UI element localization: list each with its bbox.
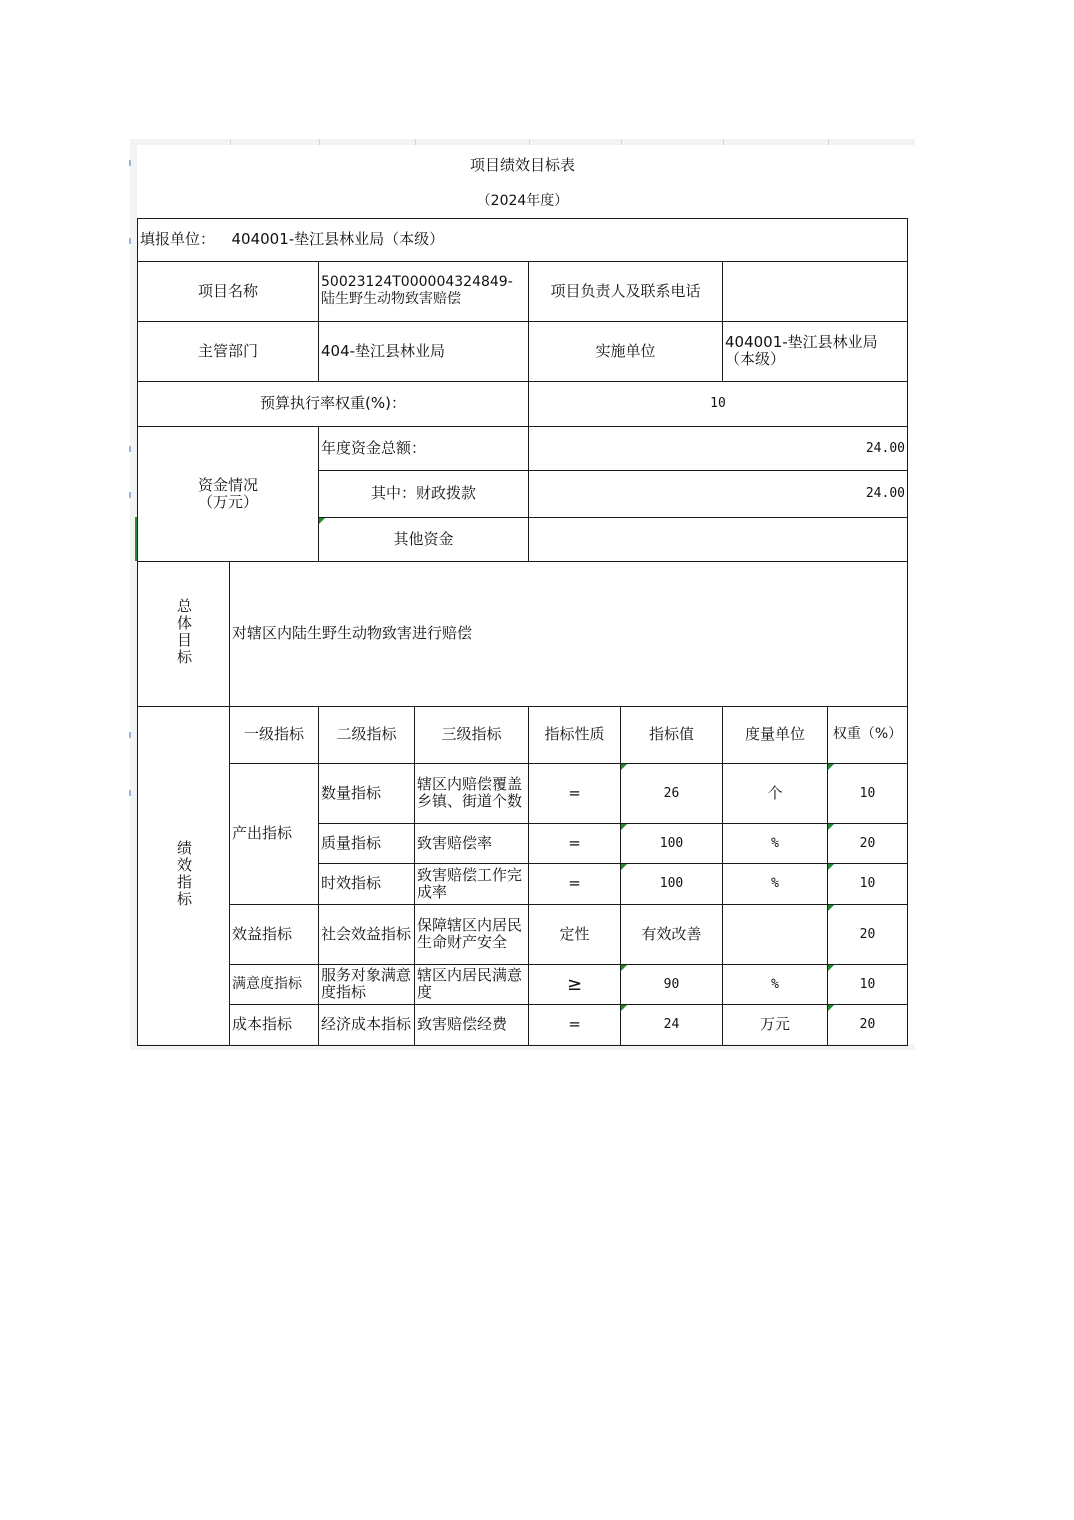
- contact-value[interactable]: [723, 261, 908, 321]
- header-value: 指标值: [621, 706, 723, 763]
- weight-cell[interactable]: 20: [828, 823, 908, 863]
- level1-cost: 成本指标: [230, 1004, 319, 1045]
- value-cell[interactable]: 90: [621, 964, 723, 1004]
- goal-value[interactable]: 对辖区内陆生野生动物致害进行赔偿: [230, 561, 908, 706]
- nature-cell[interactable]: =: [529, 823, 621, 863]
- performance-target-table: [137, 145, 908, 1046]
- table-row: [138, 904, 908, 964]
- header-level1: 一级指标: [230, 706, 319, 763]
- unit-cell[interactable]: %: [723, 964, 828, 1004]
- value-cell[interactable]: 100: [621, 823, 723, 863]
- budget-weight-label: 预算执行率权重(%)：: [138, 381, 529, 426]
- impl-label: 实施单位: [529, 321, 723, 381]
- funds-fiscal-label: 其中：财政拨款: [319, 470, 529, 517]
- funds-label: [138, 426, 319, 561]
- unit-cell[interactable]: 个: [723, 763, 828, 823]
- row-marker: [129, 790, 131, 796]
- level2-cell[interactable]: 社会效益指标: [319, 904, 415, 964]
- nature-cell[interactable]: =: [529, 1004, 621, 1045]
- budget-weight-value[interactable]: 10: [529, 381, 908, 426]
- value-cell[interactable]: 24: [621, 1004, 723, 1045]
- level1-output: 产出指标: [230, 763, 319, 904]
- row-marker: [129, 160, 131, 166]
- project-name-value[interactable]: 50023124T000004324849-陆生野生动物致害赔偿: [319, 261, 529, 321]
- weight-cell[interactable]: 20: [828, 904, 908, 964]
- level3-cell[interactable]: 辖区内赔偿覆盖乡镇、街道个数: [415, 763, 529, 823]
- table-row: [138, 763, 908, 823]
- level2-cell[interactable]: 经济成本指标: [319, 1004, 415, 1045]
- level3-cell[interactable]: 辖区内居民满意度: [415, 964, 529, 1004]
- level2-cell[interactable]: 数量指标: [319, 763, 415, 823]
- nature-cell[interactable]: =: [529, 863, 621, 904]
- project-name-label: 项目名称: [138, 261, 319, 321]
- row-marker: [129, 238, 131, 244]
- dept-value[interactable]: 404-垫江县林业局: [319, 321, 529, 381]
- level3-cell[interactable]: 致害赔偿率: [415, 823, 529, 863]
- funds-fiscal-value[interactable]: 24.00: [529, 470, 908, 517]
- weight-cell[interactable]: 10: [828, 964, 908, 1004]
- dept-label: 主管部门: [138, 321, 319, 381]
- row-marker: [129, 732, 131, 738]
- level2-cell[interactable]: 时效指标: [319, 863, 415, 904]
- perf-label: [138, 706, 230, 1045]
- header-level3: 三级指标: [415, 706, 529, 763]
- contact-label: 项目负责人及联系电话: [529, 261, 723, 321]
- nature-cell[interactable]: ≥: [529, 964, 621, 1004]
- perf-label-text: 绩效指标: [175, 839, 193, 908]
- header-unit: 度量单位: [723, 706, 828, 763]
- value-cell[interactable]: 26: [621, 763, 723, 823]
- goal-label: [138, 561, 230, 706]
- level1-benefit: 效益指标: [230, 904, 319, 964]
- funds-other-label: 其他资金: [319, 517, 529, 561]
- level2-cell[interactable]: 质量指标: [319, 823, 415, 863]
- row-marker: [129, 492, 131, 498]
- level3-cell[interactable]: 致害赔偿经费: [415, 1004, 529, 1045]
- goal-label-text: 总体目标: [175, 597, 193, 666]
- table-row: [138, 1004, 908, 1045]
- unit-value[interactable]: 404001-垫江县林业局（本级）: [230, 218, 908, 261]
- value-cell[interactable]: 有效改善: [621, 904, 723, 964]
- unit-cell[interactable]: [723, 904, 828, 964]
- nature-cell[interactable]: 定性: [529, 904, 621, 964]
- funds-label-text: 资金情况（万元）: [197, 475, 258, 511]
- unit-cell[interactable]: 万元: [723, 1004, 828, 1045]
- level2-cell[interactable]: 服务对象满意度指标: [319, 964, 415, 1004]
- impl-value[interactable]: 404001-垫江县林业局（本级）: [723, 321, 908, 381]
- nature-cell[interactable]: =: [529, 763, 621, 823]
- table-year: （2024年度）: [138, 186, 908, 218]
- unit-cell[interactable]: %: [723, 823, 828, 863]
- unit-cell[interactable]: %: [723, 863, 828, 904]
- row-marker: [129, 446, 131, 452]
- funds-other-value[interactable]: [529, 517, 908, 561]
- table-title: 项目绩效目标表: [469, 156, 575, 174]
- level1-satisfaction: 满意度指标: [230, 964, 319, 1004]
- level3-cell[interactable]: 保障辖区内居民生命财产安全: [415, 904, 529, 964]
- funds-total-value[interactable]: 24.00: [529, 426, 908, 470]
- funds-total-label: 年度资金总额：: [319, 426, 529, 470]
- weight-cell[interactable]: 20: [828, 1004, 908, 1045]
- header-nature: 指标性质: [529, 706, 621, 763]
- level3-cell[interactable]: 致害赔偿工作完成率: [415, 863, 529, 904]
- unit-label: 填报单位：: [138, 218, 230, 261]
- header-level2: 二级指标: [319, 706, 415, 763]
- value-cell[interactable]: 100: [621, 863, 723, 904]
- table-row: [138, 964, 908, 1004]
- weight-cell[interactable]: 10: [828, 863, 908, 904]
- weight-cell[interactable]: 10: [828, 763, 908, 823]
- header-weight: 权重（%）: [828, 706, 908, 763]
